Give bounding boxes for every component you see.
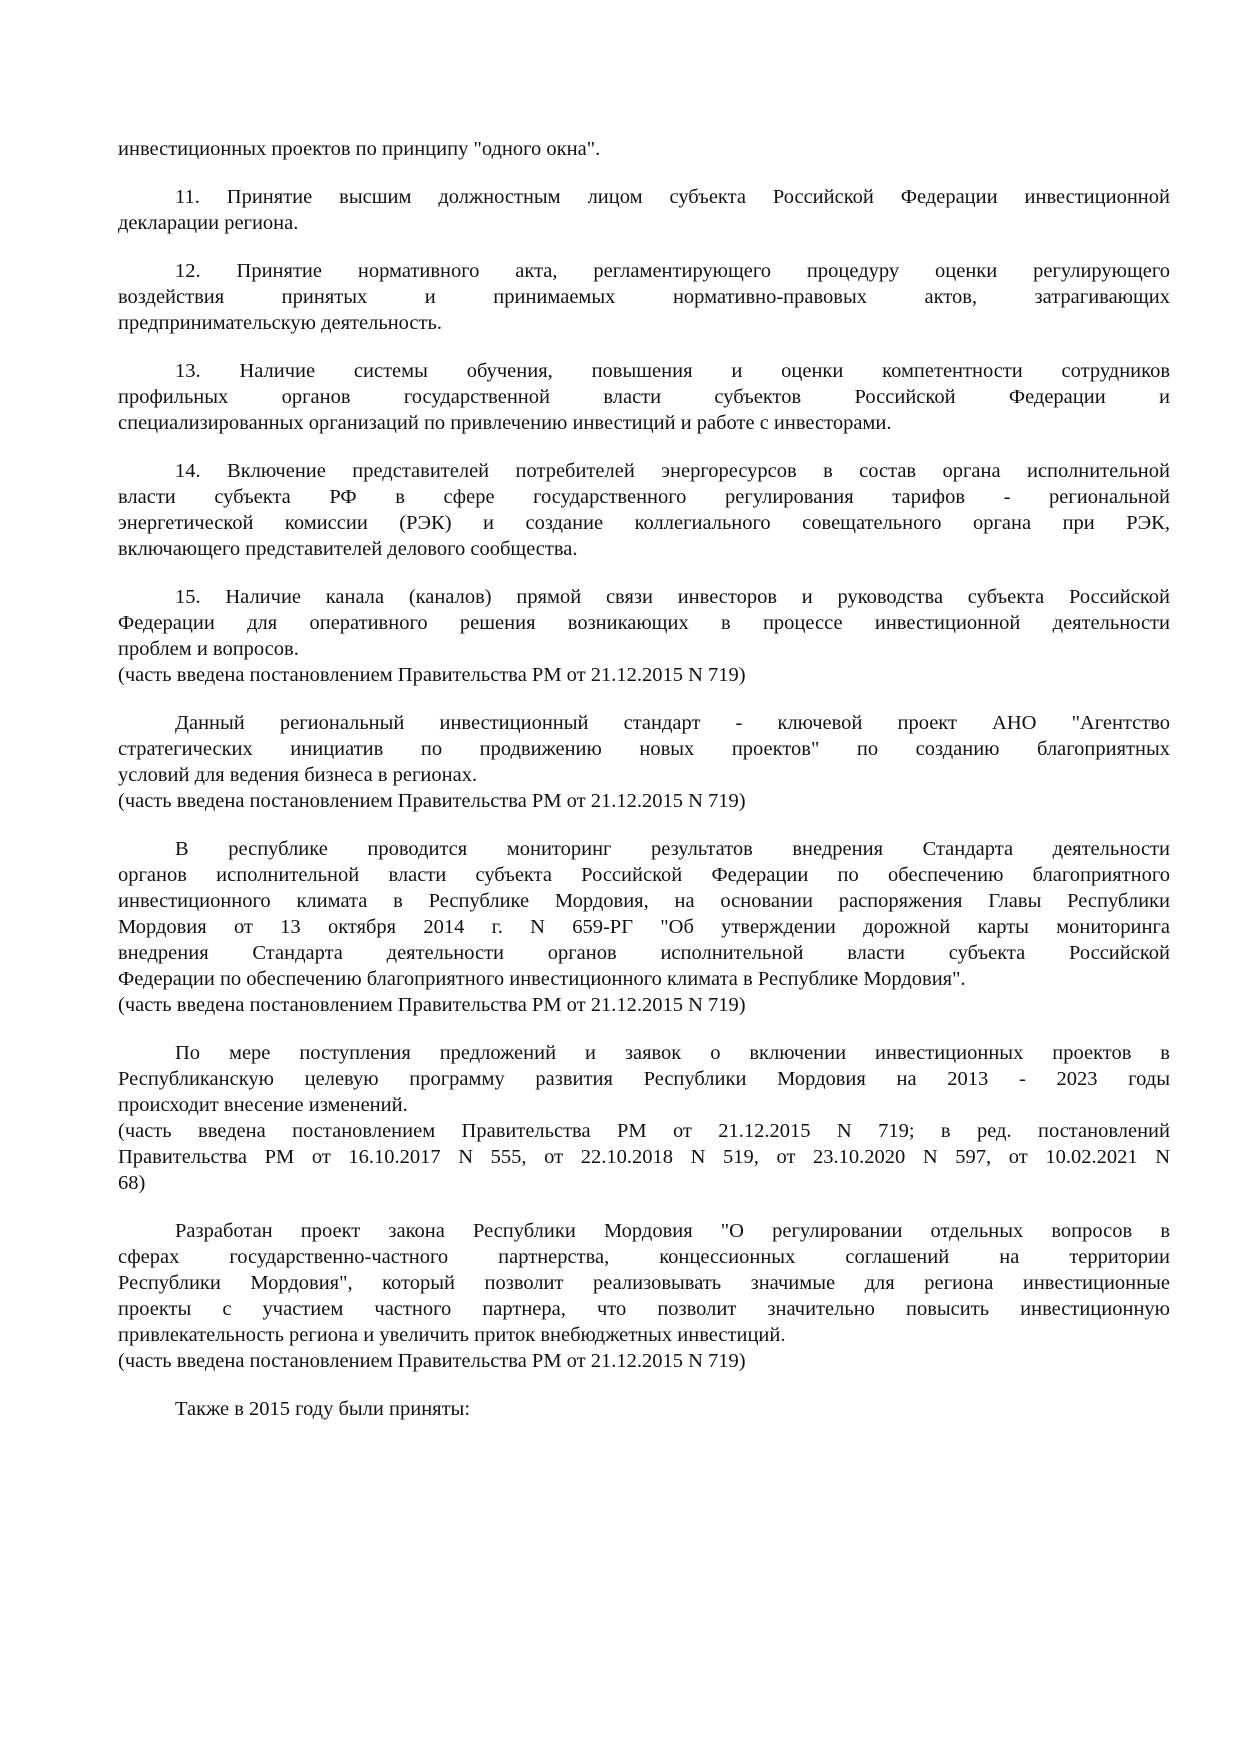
paragraph-line: Федерации для оперативного решения возникающих в процессе инвестиционной деятельности [118,612,1170,634]
paragraph [118,836,1170,1018]
paragraph-line: Разработан проект закона Республики Мордовия "О регулировании отдельных вопросов в [175,1220,1170,1242]
paragraph-line: предпринимательскую деятельность. [118,312,442,334]
amendment-note-line: (часть введена постановлением Правительства РМ от 21.12.2015 N 719) [118,790,746,812]
document-page [118,136,1170,1444]
paragraph-line: Федерации по обеспечению благоприятного инвестиционного климата в Республике Мордовия". [118,968,966,990]
paragraph-line: привлекательность региона и увеличить приток внебюджетных инвестиций. [118,1324,786,1346]
paragraph [118,258,1170,336]
paragraph-line: проблем и вопросов. [118,638,299,660]
amendment-note-line: 68) [118,1172,146,1194]
paragraph [118,1396,1170,1422]
amendment-note-line: Правительства РМ от 16.10.2017 N 555, от 22.10.2018 N 519, от 23.10.2020 N 597, от 10.02.2021 N [118,1146,1170,1168]
paragraph [118,1040,1170,1196]
paragraph-line: органов исполнительной власти субъекта Российской Федерации по обеспечению благоприятного [118,864,1170,886]
paragraph [118,136,1170,162]
paragraph [118,184,1170,236]
paragraph-line: Мордовия от 13 октября 2014 г. N 659-РГ "Об утверждении дорожной карты мониторинга [118,916,1170,938]
paragraph-line: декларации региона. [118,212,299,234]
paragraph-line: воздействия принятых и принимаемых нормативно-правовых актов, затрагивающих [118,286,1170,308]
paragraph-line: сферах государственно-частного партнерства, концессионных соглашений на территории [118,1246,1170,1268]
paragraph-line: энергетической комиссии (РЭК) и создание коллегиального совещательного органа при РЭК, [118,512,1170,534]
paragraph-line: 14. Включение представителей потребителей энергоресурсов в состав органа исполнительной [175,460,1170,482]
paragraph-line: профильных органов государственной власти субъектов Российской Федерации и [118,386,1170,408]
paragraph-line: стратегических инициатив по продвижению новых проектов" по созданию благоприятных [118,738,1170,760]
paragraph [118,1218,1170,1374]
paragraph-line: специализированных организаций по привлечению инвестиций и работе с инвесторами. [118,412,892,434]
paragraph-line: условий для ведения бизнеса в регионах. [118,764,478,786]
paragraph-line: включающего представителей делового сообщества. [118,538,578,560]
paragraph-line: 15. Наличие канала (каналов) прямой связи инвесторов и руководства субъекта Российской [175,586,1170,608]
amendment-note-line: (часть введена постановлением Правительства РМ от 21.12.2015 N 719; в ред. постановлений [118,1120,1170,1142]
paragraph-line: власти субъекта РФ в сфере государственного регулирования тарифов - региональной [118,486,1170,508]
amendment-note-line: (часть введена постановлением Правительства РМ от 21.12.2015 N 719) [118,664,746,686]
paragraph-line: инвестиционного климата в Республике Мордовия, на основании распоряжения Главы Республики [118,890,1170,912]
paragraph-line: 12. Принятие нормативного акта, регламентирующего процедуру оценки регулирующего [175,260,1170,282]
amendment-note-line: (часть введена постановлением Правительства РМ от 21.12.2015 N 719) [118,994,746,1016]
paragraph-line: В республике проводится мониторинг результатов внедрения Стандарта деятельности [175,838,1170,860]
paragraph-line: 11. Принятие высшим должностным лицом субъекта Российской Федерации инвестиционной [175,186,1170,208]
amendment-note-line: (часть введена постановлением Правительства РМ от 21.12.2015 N 719) [118,1350,746,1372]
paragraph-line: происходит внесение изменений. [118,1094,408,1116]
paragraph-line: Также в 2015 году были приняты: [175,1398,471,1420]
paragraph-line: 13. Наличие системы обучения, повышения и оценки компетентности сотрудников [175,360,1170,382]
paragraph [118,584,1170,688]
paragraph-line: Республики Мордовия", который позволит реализовывать значимые для региона инвестиционные [118,1272,1170,1294]
paragraph-line: проекты с участием частного партнера, что позволит значительно повысить инвестиционную [118,1298,1170,1320]
paragraph-line: Данный региональный инвестиционный стандарт - ключевой проект АНО "Агентство [175,712,1170,734]
paragraph [118,458,1170,562]
paragraph-line: инвестиционных проектов по принципу "одного окна". [118,138,601,160]
paragraph-line: Республиканскую целевую программу развития Республики Мордовия на 2013 - 2023 годы [118,1068,1170,1090]
paragraph [118,358,1170,436]
paragraph-line: По мере поступления предложений и заявок о включении инвестиционных проектов в [175,1042,1170,1064]
paragraph [118,710,1170,814]
paragraph-line: внедрения Стандарта деятельности органов исполнительной власти субъекта Российской [118,942,1170,964]
